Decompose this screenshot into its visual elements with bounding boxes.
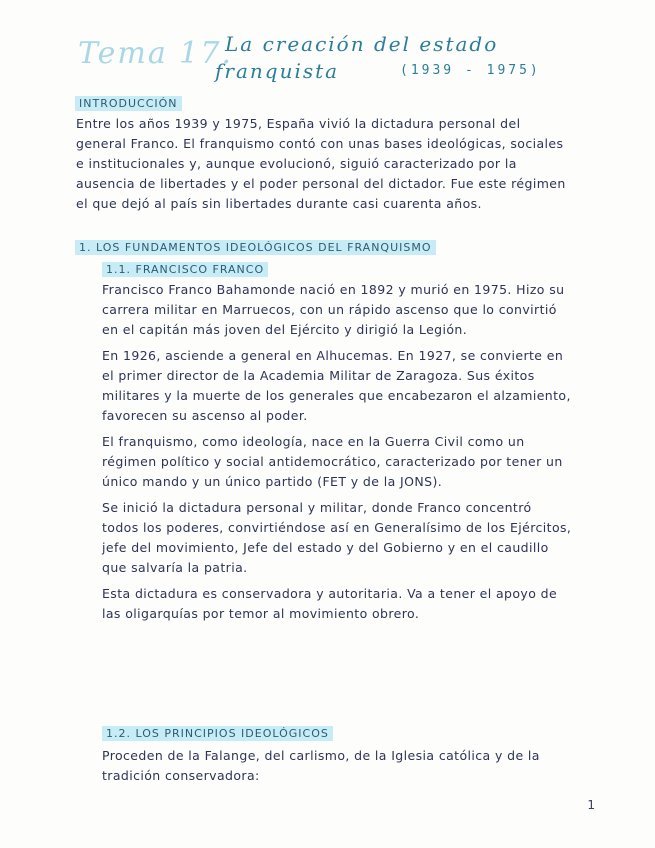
subsection-1-2-body	[102, 746, 572, 792]
title-line-2: franquista	[215, 59, 340, 83]
paragraph: El franquismo, como ideología, nace en la Guerra Civil como un régimen político y social antidemocrático, caracterizado por tener un único mando y un único partido (FET y de la JONS).	[102, 434, 563, 489]
title-years: (1939 - 1975)	[400, 63, 541, 78]
section1-heading: 1. LOS FUNDAMENTOS IDEOLÓGICOS DEL FRANQUISMO	[75, 240, 436, 255]
title-topic-number: Tema 17.	[78, 36, 234, 71]
paragraph: Esta dictadura es conservadora y autoritaria. Va a tener el apoyo de las oligarquías por temor al movimiento obrero.	[102, 586, 558, 621]
paragraph: Francisco Franco Bahamonde nació en 1892 y murió en 1975. Hizo su carrera militar en Marruecos, con un rápido ascenso que lo convirtió en el capitán más joven del Ejército y dirigió la Legión.	[102, 282, 565, 337]
paragraph: Proceden de la Falange, del carlismo, de la Iglesia católica y de la tradición conservadora:	[102, 748, 540, 783]
subsection-1-1-heading: 1.1. FRANCISCO FRANCO	[102, 262, 268, 277]
intro-heading: INTRODUCCIÓN	[75, 96, 182, 111]
paragraph: Se inició la dictadura personal y militar, donde Franco concentró todos los poderes, convirtiéndose así en Generalísimo de los Ejércitos, jefe del movimiento, Jefe del estado y del Gobierno y en el caudillo que salvaría la patria.	[102, 500, 572, 575]
paragraph: En 1926, asciende a general en Alhucemas. En 1927, se convierte en el primer director de la Academia Militar de Zaragoza. Sus éxitos militares y la muerte de los generales que encabezaron el alzamiento, favorecen su ascenso al poder.	[102, 348, 571, 423]
page-title	[60, 26, 620, 96]
subsection-1-1-body	[102, 280, 572, 630]
title-line-1: La creación del estado	[225, 32, 499, 56]
subsection-1-2-heading: 1.2. LOS PRINCIPIOS IDEOLÓGICOS	[102, 726, 333, 741]
intro-text: Entre los años 1939 y 1975, España vivió la dictadura personal del general Franco. El franquismo contó con unas bases ideológicas, sociales e institucionales y, aunque evolucionó, siguió caracterizado por la ausencia de libertades y el poder personal del dictador. Fue este régimen el que dejó al país sin libertades durante casi cuarenta años.	[76, 116, 566, 211]
page-number: 1	[587, 798, 595, 812]
